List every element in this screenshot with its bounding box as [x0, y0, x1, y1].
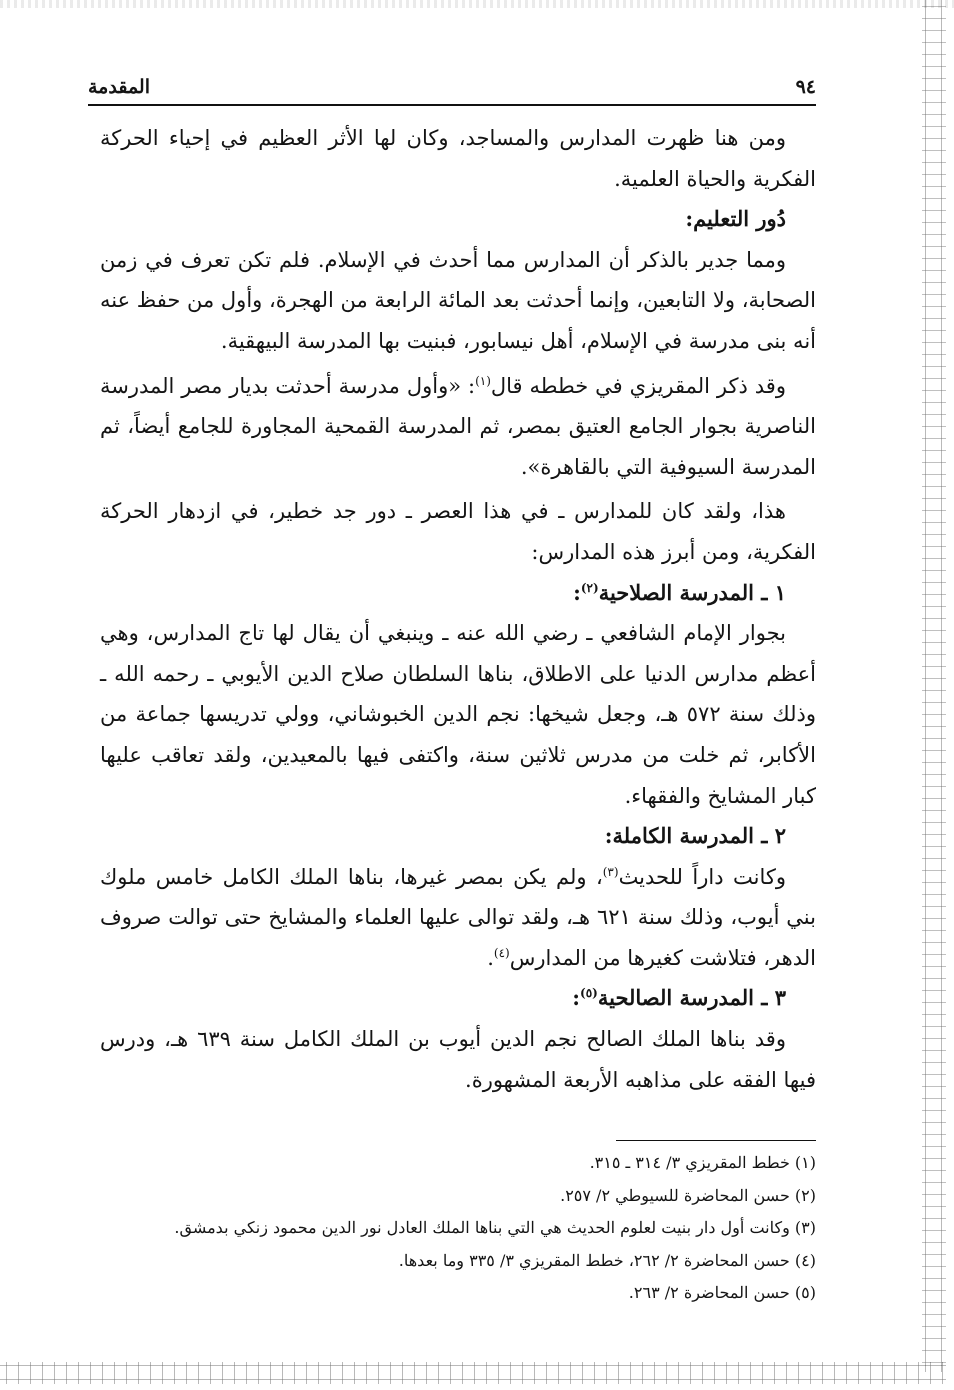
footnote-ref: (٣)	[602, 864, 619, 879]
heading-text: ٣ ـ المدرسة الصالحية	[597, 985, 786, 1011]
paragraph: بجوار الإمام الشافعي ـ رضي الله عنه ـ وينبغي أن يقال لها تاج المدارس، وهي أعظم مدارس الدنيا على الاطلاق، بناها السلطان صلاح الدين الأيوبي ـ رحمه الله ـ وذلك سنة ٥٧٢ هـ، وجعل شيخها: نجم الدين الخبوشاني، وولي تدريسها جماعة من الأكابر، ثم خلت من مدرس ثلاثين سنة، واكتفى فيها بالمعيدين، ولقد تعاقب عليها كبار المشايخ والفقهاء.	[100, 621, 816, 808]
paragraph-text: : «وأول مدرسة أحدثت بديار مصر المدرسة الناصرية بجوار الجامع العتيق بمصر، ثم المدرسة القمحية المجاورة للجامع أيضاً، ثم المدرسة السيوفية التي بالقاهرة».	[100, 373, 816, 479]
heading-dur-taalim: دُور التعليم:	[685, 206, 786, 232]
section-title: المقدمة	[88, 76, 151, 98]
footnote-rule	[616, 1140, 816, 1141]
paragraph-text: وكانت داراً للحديث	[618, 864, 786, 889]
paragraph: هذا، ولقد كان للمدارس ـ في هذا العصر ـ دور جد خطير، في ازدهار الحركة الفكرية، ومن أبرز هذه المدارس:	[100, 499, 816, 564]
footnote: (٣) وكانت أول دار بنيت لعلوم الحديث هي التي بناها الملك العادل نور الدين محمود زنكي بدمشق.	[174, 1218, 816, 1237]
footnote-ref: (٥)	[580, 986, 598, 1001]
paragraph-text: .	[487, 945, 494, 970]
paragraph	[100, 857, 816, 979]
main-text	[100, 118, 816, 1100]
paragraph-text: وقد ذكر المقريزي في خططه قال	[490, 373, 786, 398]
paragraph: وقد بناها الملك الصالح نجم الدين أيوب بن الملك الكامل سنة ٦٣٩ هـ، ودرس فيها الفقه على مذاهبه الأربعة المشهورة.	[100, 1027, 816, 1092]
top-border-ornament	[0, 0, 954, 8]
paragraph-text: ، ولم يكن بمصر غيرها، بناها الملك الكامل خامس ملوك بني أيوب، وذلك سنة ٦٢١ هـ، ولقد توالى عليها العلماء والمشايخ حتى توالت صروف الدهر، فتلاشت كغيرها من المدارس	[100, 864, 816, 970]
heading-salahiya	[100, 573, 816, 614]
footnote-ref: (٤)	[493, 945, 510, 960]
footnote: (٢) حسن المحاضرة للسيوطي ٢/ ٢٥٧.	[560, 1185, 816, 1205]
footnote: (٥) حسن المحاضرة ٢/ ٢٦٣.	[628, 1283, 816, 1302]
footnote: (١) خطط المقريزي ٣/ ٣١٤ ـ ٣١٥.	[589, 1153, 816, 1172]
footnote-ref: (٢)	[580, 580, 599, 595]
page-header	[88, 72, 816, 102]
paragraph	[100, 366, 816, 488]
heading-colon: :	[573, 579, 581, 605]
right-border-ornament	[922, 0, 946, 1372]
footnotes	[100, 1147, 816, 1310]
heading-colon: :	[572, 985, 581, 1011]
header-rule	[88, 104, 816, 106]
page-number: ٩٤	[795, 76, 816, 98]
heading-kamila: ٢ ـ المدرسة الكاملة:	[604, 823, 786, 849]
heading-text: ١ ـ المدرسة الصلاحية	[598, 579, 786, 605]
heading-salihiya	[100, 978, 816, 1019]
bottom-border-ornament	[0, 1362, 946, 1384]
paragraph: ومما جدير بالذكر أن المدارس مما أحدث في الإسلام. فلم تكن تعرف في زمن الصحابة، ولا التابعين، وإنما أحدثت بعد المائة الرابعة من الهجرة، وأول من حفظ عنه أنه بنى مدرسة في الإسلام، أهل نيسابور، فبنيت بها المدرسة البيهقية.	[100, 247, 816, 353]
footnote-ref: (١)	[475, 373, 491, 388]
footnote: (٤) حسن المحاضرة ٢/ ٢٦٢، خطط المقريزي ٣/ ٣٣٥ وما بعدها.	[398, 1250, 816, 1270]
paragraph: ومن هنا ظهرت المدارس والمساجد، وكان لها الأثر العظيم في إحياء الحركة الفكرية والحياة العلمية.	[100, 126, 816, 191]
